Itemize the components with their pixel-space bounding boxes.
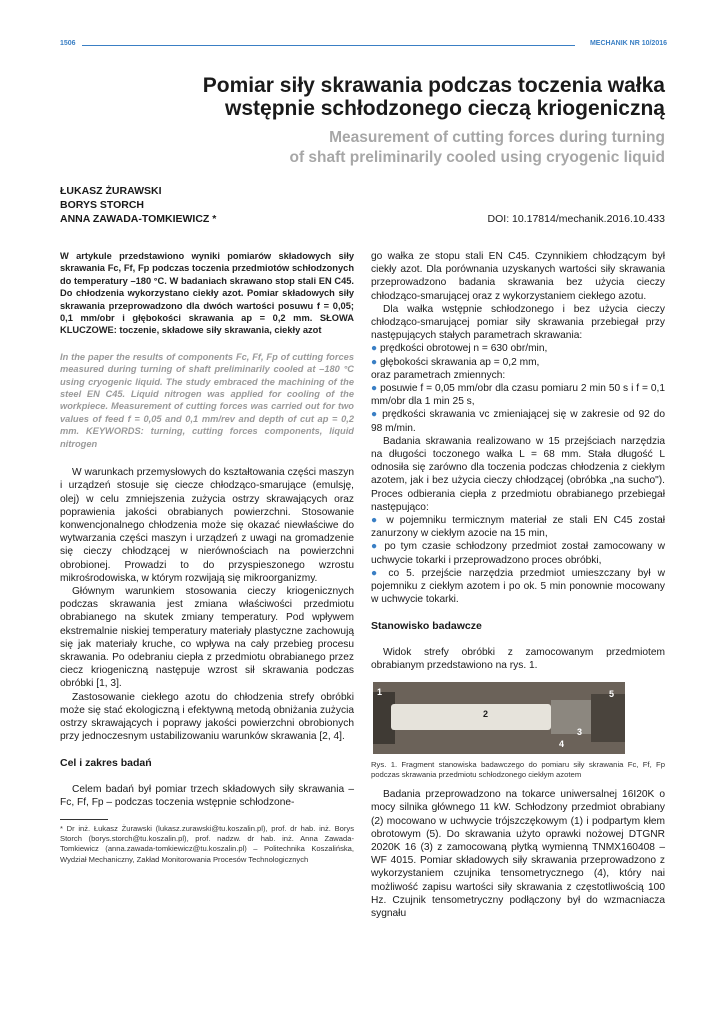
photo-label: 1 bbox=[377, 687, 383, 698]
footnote: * Dr inż. Łukasz Żurawski (lukasz.zurawski@tu.koszalin.pl), prof. dr hab. inż. Borys Storch (borys.storch@tu.koszalin.pl), prof. nadzw. dr hab. inż. Anna Zawada-Tomkiewicz (anna.zawada-tomkiewicz@tu.koszalin.pl) – Politechnika Koszalińska, Wydział Mechaniczny, Zakład Monitorowania Procesów Technologicznych bbox=[60, 823, 354, 864]
bullet-icon: ● bbox=[371, 515, 387, 527]
title-line: Pomiar siły skrawania podczas toczenia wałka bbox=[202, 74, 665, 97]
article-title bbox=[120, 74, 665, 120]
list-item: ● posuwie f = 0,05 mm/obr dla czasu pomiaru 2 min 50 s i f = 0,1 mm/obr dla 1 min 25 s, bbox=[371, 383, 665, 408]
list-item: ● po tym czasie schłodzony przedmiot został zamocowany w uchwycie tokarki i przeprowadzono proces obróbki, bbox=[371, 541, 665, 566]
author-list bbox=[60, 184, 216, 226]
photo-label: 4 bbox=[559, 739, 565, 750]
body-paragraph: W warunkach przemysłowych do kształtowania części maszyn i urządzeń stosuje się ciecze chłodząco-smarujące (emulsję, olej) w celu zmniejszenia zużycia ostrzy skrawających oraz poprawienia jakości obrabianych powierzchni. Stosowanie konwencjonalnego chłodzenia może się okazać niewłaściwe do wytwarzania części maszyn i urządzeń z uwagi na gromadzenie się cieczy chłodzącej w nierównościach na powierzchni obrobionej. Prowadzi to do przyspieszonego wzrostu mikrośrodowiska, w którym rozwijają się mikroorganizmy. bbox=[60, 467, 354, 584]
photo-label: 3 bbox=[577, 727, 583, 738]
body-paragraph: Badania skrawania realizowano w 15 przejściach narzędzia na długości toczonego wałka L = 68 mm. Stała długość L odnosiła się zarówno dla toczenia podczas chłodzenia z ciekłym azotem, jak i bez użycia cieczy chłodzącej (obróbka „na sucho"). Proces odbierania ciepła z przedmiotu obrabianego przebiegał następująco: bbox=[371, 435, 665, 513]
list-item: ● głębokości skrawania ap = 0,2 mm, bbox=[371, 356, 540, 368]
running-header bbox=[60, 40, 667, 52]
title-line: wstępnie schłodzonego cieczą kriogeniczną bbox=[225, 97, 665, 120]
photo-label: 2 bbox=[483, 709, 489, 720]
doi: DOI: 10.17814/mechanik.2016.10.433 bbox=[487, 213, 665, 225]
subtitle-line: of shaft preliminarily cooled using cryogenic liquid bbox=[289, 149, 665, 166]
author: BORYS STORCH bbox=[60, 199, 145, 211]
bullet-icon: ● bbox=[371, 567, 389, 579]
list-item: ● w pojemniku termicznym materiał ze stali EN C45 został zanurzony w ciekłym azocie na 15 min, bbox=[371, 515, 665, 540]
body-paragraph: Celem badań był pomiar trzech składowych siły skrawania – Fc, Ff, Fp – podczas toczenia wstępnie schłodzone- bbox=[60, 783, 354, 808]
body-paragraph: Zastosowanie ciekłego azotu do chłodzenia strefy obróbki może się stać ekologiczną i efektywną metodą obniżania zużycia ostrzy skrawających i poprawy jakości powierzchni obrobionych przy jednoczesnym ustabilizowaniu warunków skrawania [2, 4]. bbox=[60, 691, 354, 743]
section-heading-stand: Stanowisko badawcze bbox=[371, 620, 482, 633]
section-heading-goal: Cel i zakres badań bbox=[60, 757, 152, 770]
shaft-shape bbox=[391, 704, 551, 730]
tool-holder-shape bbox=[551, 700, 591, 734]
abstract-english: In the paper the results of components Fc, Ff, Fp of cutting forces measured during turning of shaft preliminarily cooled at –180 °C using cryogenic liquid. The study embraced the machining of the steel EN C45. Liquid nitrogen was applied for cooling of the workpiece. Measurement of cutting forces was carried out for two values of feed f = 0,05 and 0,1 mm/rev and depth of cut ap = 0,2 mm. KEYWORDS: turning, cutting forces components, liquid nitrogen bbox=[60, 351, 354, 449]
bullet-icon: ● bbox=[371, 343, 380, 355]
journal-name: MECHANIK NR 10/2016 bbox=[589, 40, 667, 47]
photo-label: 5 bbox=[609, 689, 615, 700]
page-number: 1506 bbox=[60, 40, 76, 47]
list-intro: oraz parametrach zmiennych: bbox=[371, 369, 506, 381]
header-rule bbox=[82, 45, 575, 46]
body-paragraph: Głównym warunkiem stosowania cieczy kriogenicznych podczas skrawania jest zmiana właściwości przedmiotu obrabianego na skutek zmiany temperatury. Pod wpływem ekstremalnie niskiej temperatury materiały plastyczne zachowują się jak materiały kruche, co wpływa na cały przebieg procesu skrawania. Po odebraniu ciepła z przedmiotu obrabianego przez ciecz kriogeniczną następuje wzrost sił skrawania podczas obróbki [1, 3]. bbox=[60, 585, 354, 690]
abstract-polish: W artykule przedstawiono wyniki pomiarów składowych siły skrawania Fc, Ff, Fp podczas toczenia przedmiotów schłodzonych do temperatury –180 °C. W badaniach skrawano stop stali EN C45. Do chłodzenia wykorzystano ciekły azot. Pomiar składowych siły skrawania przeprowadzono dla dwóch wartości posuwu f = 0,05; 0,1 mm/obr i głębokości skrawania ap = 0,2 mm. SŁOWA KLUCZOWE: toczenie, składowe siły skrawania, ciekły azot bbox=[60, 251, 354, 336]
footnote-rule bbox=[60, 819, 108, 820]
tailstock-shape bbox=[591, 694, 625, 742]
bullet-icon: ● bbox=[371, 356, 380, 368]
body-paragraph: Dla wałka wstępnie schłodzonego i bez użycia cieczy chłodząco-smarującej pomiar siły skrawania przebiegał przy następujących stałych parametrach skrawania: bbox=[371, 303, 665, 342]
list-item: ● prędkości skrawania vc zmieniającej się w zakresie od 92 do 98 m/min. bbox=[371, 409, 665, 434]
bullet-icon: ● bbox=[371, 383, 381, 395]
subtitle-line: Measurement of cutting forces during turning bbox=[329, 129, 665, 146]
author: ŁUKASZ ŻURAWSKI bbox=[60, 185, 162, 197]
figure-caption: Rys. 1. Fragment stanowiska badawczego do pomiaru siły skrawania Fc, Ff, Fp podczas skrawania przedmiotu schłodzonego ciekłym azotem bbox=[371, 760, 665, 780]
list-item: ● co 5. przejście narzędzia przedmiot umieszczany był w pojemniku z ciekłym azotem i po ok. 5 min ponownie mocowany w uchwycie tokarki. bbox=[371, 567, 666, 606]
body-paragraph: Widok strefy obróbki z zamocowanym przedmiotem obrabianym przedstawiono na rys. 1. bbox=[371, 646, 665, 671]
figure-photo bbox=[373, 682, 625, 754]
left-column bbox=[60, 250, 354, 865]
body-paragraph: Badania przeprowadzono na tokarce uniwersalnej 16I20K o mocy silnika głównego 11 kW. Schłodzony przedmiot obrabiany (2) mocowano w uchwycie trójszczękowym (1) i podpartym kłem obrotowym (5). Do skrawania użyto oprawki nożowej DTGNR 2020K 16 (3) z zamocowaną płytką wymienną TNMX160408 – WF 4015. Pomiar składowych siły skrawania przeprowadzono z wykorzystaniem czujnika tensometrycznego (4), który nai możliwość zapisu wartości siły skrawania z częstotliwością 100 Hz. Czujnik tensometryczny podłączony był do wzmacniacza sygnału bbox=[371, 789, 665, 919]
list-item: ● prędkości obrotowej n = 630 obr/min, bbox=[371, 343, 548, 355]
body-paragraph: go wałka ze stopu stali EN C45. Czynnikiem chłodzącym był ciekły azot. Dla porównania uzyskanych wartości siły skrawania przeprowadzono badania skrawania bez użycia cieczy chłodząco-smarującej oraz z wykorzystaniem ciekłego azotu. bbox=[371, 251, 665, 302]
bullet-icon: ● bbox=[371, 541, 385, 553]
right-column bbox=[371, 250, 665, 920]
bullet-icon: ● bbox=[371, 409, 383, 421]
article-title-english bbox=[200, 128, 665, 168]
author: ANNA ZAWADA-TOMKIEWICZ * bbox=[60, 213, 217, 225]
